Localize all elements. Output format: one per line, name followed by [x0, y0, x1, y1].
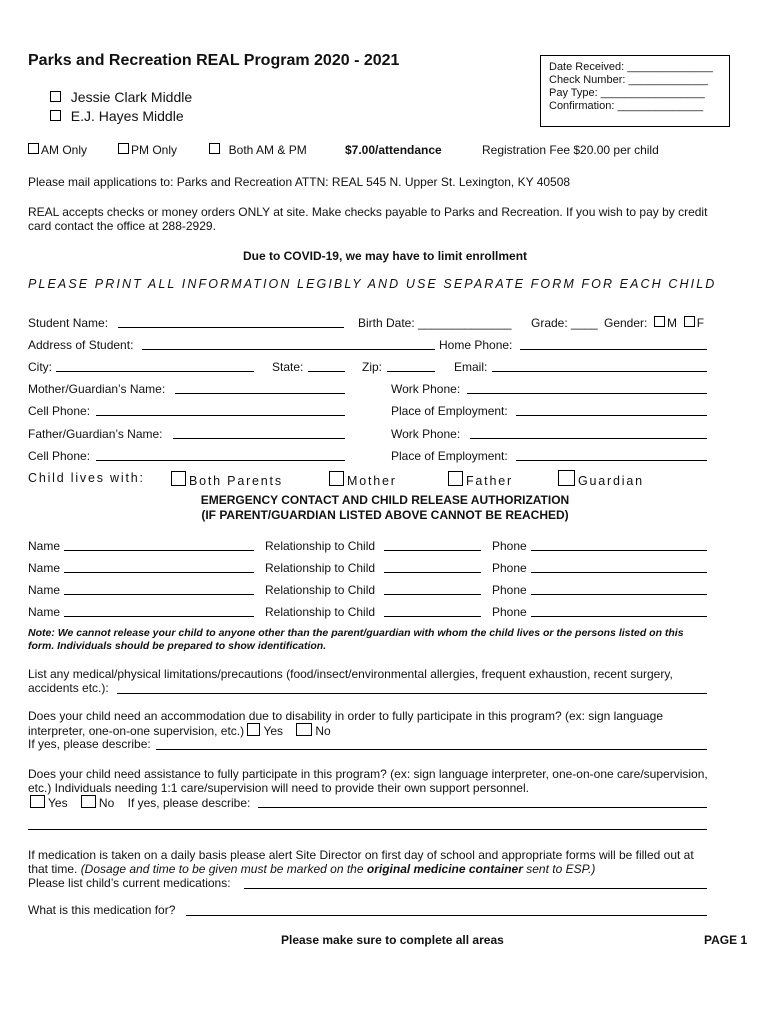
- mother-cell-phone-label: Cell Phone:: [28, 404, 91, 418]
- option-both-parents[interactable]: Both Parents: [171, 471, 283, 488]
- option-pm-only[interactable]: PM Only: [118, 143, 177, 157]
- emergency-relationship-label: Relationship to Child: [265, 561, 376, 575]
- print-notice: PLEASE PRINT ALL INFORMATION LEGIBLY AND USE SEPARATE FORM FOR EACH CHILD: [28, 277, 717, 291]
- birth-date-field[interactable]: Birth Date: ______________: [358, 316, 512, 330]
- checkbox-icon[interactable]: [30, 795, 45, 808]
- emergency-name-field[interactable]: [64, 594, 254, 595]
- medication-list-field[interactable]: [244, 888, 707, 889]
- father-work-phone-label: Work Phone:: [391, 427, 461, 441]
- checkbox-icon[interactable]: [118, 143, 129, 154]
- medication-line1: If medication is taken on a daily basis please alert Site Director on first day of school and appropriate forms will be filled out at: [28, 848, 694, 862]
- emergency-name-label: Name: [28, 583, 61, 597]
- office-use-box: [540, 55, 730, 127]
- father-cell-phone-label: Cell Phone:: [28, 449, 91, 463]
- option-guardian[interactable]: Guardian: [558, 470, 644, 488]
- mother-employment-field[interactable]: [516, 415, 707, 416]
- checkbox-icon[interactable]: [329, 471, 344, 486]
- medical-field[interactable]: [117, 693, 707, 694]
- option-am-only[interactable]: AM Only: [28, 143, 87, 157]
- page-number: PAGE 1: [704, 933, 748, 947]
- checkbox-icon[interactable]: [81, 795, 96, 808]
- emergency-phone-label: Phone: [492, 539, 527, 553]
- medication-for-field[interactable]: [186, 915, 707, 916]
- option-both[interactable]: Both AM & PM: [209, 143, 307, 157]
- emergency-phone-label: Phone: [492, 561, 527, 575]
- emergency-phone-label: Phone: [492, 583, 527, 597]
- emergency-relationship-field[interactable]: [384, 594, 481, 595]
- checkbox-icon[interactable]: [654, 316, 665, 327]
- covid-notice: Due to COVID-19, we may have to limit enrollment: [242, 249, 528, 263]
- mother-name-field[interactable]: [175, 393, 345, 394]
- emergency-heading: EMERGENCY CONTACT AND CHILD RELEASE AUTHORIZATION: [200, 493, 570, 507]
- emergency-name-field[interactable]: [64, 550, 254, 551]
- checkbox-icon[interactable]: [448, 471, 463, 486]
- option-father[interactable]: Father: [448, 471, 513, 488]
- student-name-label: Student Name:: [28, 316, 109, 330]
- email-label: Email:: [454, 360, 488, 374]
- assistance-describe-field[interactable]: [258, 807, 707, 808]
- father-cell-phone-field[interactable]: [96, 460, 345, 461]
- assistance-line1: Does your child need assistance to fully participate in this program? (ex: sign language interpreter, one-on-one care/supervision,: [28, 767, 708, 781]
- father-employment-field[interactable]: [516, 460, 707, 461]
- rate-text: $7.00/attendance: [345, 143, 442, 157]
- checkbox-icon[interactable]: [558, 470, 575, 486]
- emergency-relationship-label: Relationship to Child: [265, 605, 376, 619]
- emergency-phone-field[interactable]: [531, 572, 707, 573]
- father-work-phone-field[interactable]: [470, 438, 707, 439]
- emergency-name-field[interactable]: [64, 616, 254, 617]
- option-mother[interactable]: Mother: [329, 471, 397, 488]
- emergency-phone-label: Phone: [492, 605, 527, 619]
- mother-cell-phone-field[interactable]: [96, 415, 345, 416]
- medical-line2: accidents etc.):: [28, 681, 109, 695]
- medical-line1: List any medical/physical limitations/precautions (food/insect/environmental allergies, frequent exhaustion, recent surgery,: [28, 667, 673, 681]
- emergency-phone-field[interactable]: [531, 616, 707, 617]
- accommodation-line1: Does your child need an accommodation due to disability in order to fully participate in this program? (ex: sign language: [28, 709, 664, 723]
- emergency-phone-field[interactable]: [531, 550, 707, 551]
- assistance-line2: etc.) Individuals needing 1:1 care/supervision will need to provide their own support personnel.: [28, 781, 529, 795]
- accommodation-line2: interpreter, one-on-one supervision, etc.) Yes No: [28, 724, 331, 738]
- assistance-yes-no: Yes No If yes, please describe:: [30, 795, 250, 810]
- father-name-label: Father/Guardian’s Name:: [28, 427, 163, 441]
- accommodation-describe-field[interactable]: [156, 749, 707, 750]
- mother-work-phone-field[interactable]: [467, 393, 707, 394]
- student-name-field[interactable]: [118, 327, 344, 328]
- school-option-ej-hayes[interactable]: E.J. Hayes Middle: [50, 108, 184, 124]
- gender-label: Gender:: [604, 316, 648, 330]
- emergency-relationship-label: Relationship to Child: [265, 583, 376, 597]
- note-line2: form. Individuals should be prepared to show identification.: [28, 640, 327, 652]
- confirmation-field[interactable]: Confirmation: ______________: [549, 100, 704, 112]
- home-phone-field[interactable]: [520, 349, 707, 350]
- checkbox-icon[interactable]: [50, 91, 61, 102]
- footer-note: Please make sure to complete all areas: [281, 933, 504, 947]
- emergency-name-field[interactable]: [64, 572, 254, 573]
- registration-fee-text: Registration Fee $20.00 per child: [482, 143, 659, 157]
- address-field[interactable]: [142, 349, 435, 350]
- checkbox-icon[interactable]: [296, 723, 312, 736]
- medication-line2: that time. (Dosage and time to be given must be marked on the original medicine container sent to ESP.): [28, 862, 596, 876]
- emergency-name-label: Name: [28, 539, 61, 553]
- emergency-relationship-field[interactable]: [384, 616, 481, 617]
- emergency-subheading: (IF PARENT/GUARDIAN LISTED ABOVE CANNOT BE REACHED): [201, 508, 569, 522]
- child-lives-with-label: Child lives with:: [28, 471, 145, 485]
- payment-info-line1: REAL accepts checks or money orders ONLY at site. Make checks payable to Parks and Recreation. If you wish to pay by credit: [28, 205, 708, 219]
- mother-work-phone-label: Work Phone:: [391, 382, 461, 396]
- emergency-name-label: Name: [28, 605, 61, 619]
- mail-instructions: Please mail applications to: Parks and Recreation ATTN: REAL 545 N. Upper St. Lexington, KY 40508: [28, 175, 571, 189]
- school-option-jessie-clark[interactable]: Jessie Clark Middle: [50, 89, 192, 105]
- father-name-field[interactable]: [173, 438, 345, 439]
- page-title: Parks and Recreation REAL Program 2020 - 2021: [28, 52, 400, 69]
- emergency-relationship-label: Relationship to Child: [265, 539, 376, 553]
- pay-type-field[interactable]: Pay Type: _________________: [549, 87, 705, 99]
- gender-field[interactable]: Gender: M F: [604, 316, 705, 330]
- medication-for-label: What is this medication for?: [28, 903, 176, 917]
- mother-name-label: Mother/Guardian’s Name:: [28, 382, 166, 396]
- zip-field[interactable]: [387, 371, 435, 372]
- note-line1: Note: We cannot release your child to anyone other than the parent/guardian with whom the child lives or the persons listed on this: [28, 627, 684, 639]
- medication-list-label: Please list child’s current medications:: [28, 876, 231, 890]
- home-phone-label: Home Phone:: [439, 338, 513, 352]
- check-number-field[interactable]: Check Number: _____________: [549, 74, 709, 86]
- emergency-relationship-field[interactable]: [384, 550, 481, 551]
- emergency-relationship-field[interactable]: [384, 572, 481, 573]
- checkbox-icon[interactable]: [247, 723, 260, 736]
- city-field[interactable]: [56, 371, 254, 372]
- checkbox-icon[interactable]: [171, 471, 186, 486]
- assistance-describe-field-2[interactable]: [28, 829, 707, 830]
- state-field[interactable]: [308, 371, 345, 372]
- emergency-phone-field[interactable]: [531, 594, 707, 595]
- state-label: State:: [272, 360, 304, 374]
- accommodation-describe-label: If yes, please describe:: [28, 737, 151, 751]
- father-employment-label: Place of Employment:: [391, 449, 508, 463]
- mother-employment-label: Place of Employment:: [391, 404, 508, 418]
- zip-label: Zip:: [362, 360, 383, 374]
- city-label: City:: [28, 360, 52, 374]
- payment-info-line2: card contact the office at 288-2929.: [28, 219, 216, 233]
- date-received-field[interactable]: Date Received: ______________: [549, 61, 713, 73]
- checkbox-icon[interactable]: [209, 143, 220, 154]
- checkbox-icon[interactable]: [28, 143, 39, 154]
- checkbox-icon[interactable]: [50, 110, 61, 121]
- email-field[interactable]: [492, 371, 707, 372]
- emergency-name-label: Name: [28, 561, 61, 575]
- address-label: Address of Student:: [28, 338, 134, 352]
- checkbox-icon[interactable]: [684, 316, 695, 327]
- grade-field[interactable]: Grade: ____: [531, 316, 598, 330]
